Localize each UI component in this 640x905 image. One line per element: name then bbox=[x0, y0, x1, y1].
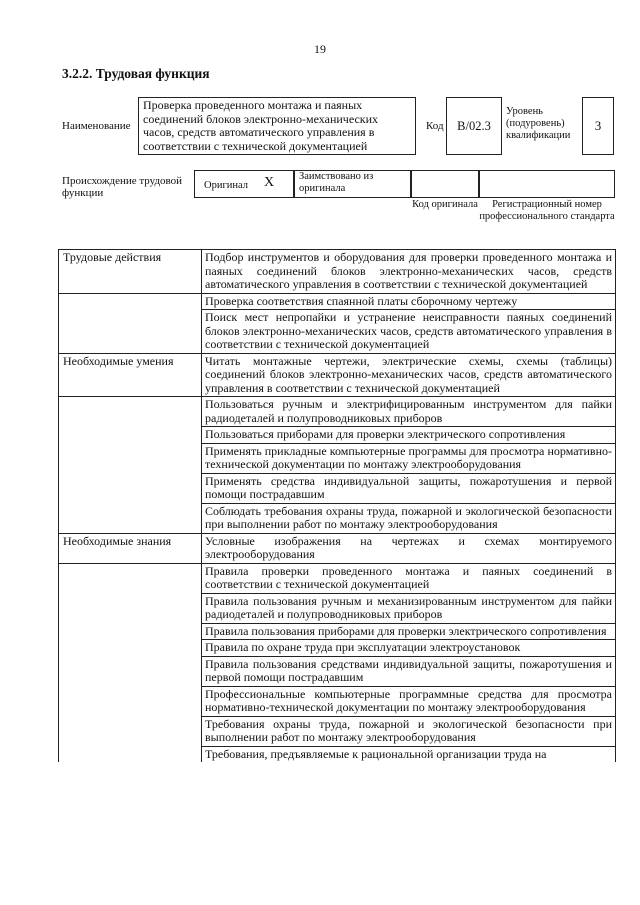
category-cell bbox=[59, 623, 202, 640]
category-cell bbox=[59, 716, 202, 746]
function-name-field: Проверка проведенного монтажа и паяных соединений блоков электронно-механических часов, средств автоматического управления в соответствии с технической документацией bbox=[138, 97, 416, 155]
table-row bbox=[59, 427, 616, 444]
table-row bbox=[59, 397, 616, 427]
category-cell bbox=[59, 686, 202, 716]
table-row bbox=[59, 353, 616, 397]
table-row bbox=[59, 563, 616, 593]
category-cell: Необходимые знания bbox=[59, 533, 202, 563]
requirement-cell: Условные изображения на чертежах и схемах монтируемого электрооборудования bbox=[202, 533, 616, 563]
qualification-level-label: Уровень (подуровень) квалификации bbox=[506, 106, 571, 141]
requirement-cell: Проверка соответствия спаянной платы сборочному чертежу bbox=[202, 293, 616, 310]
category-cell bbox=[59, 293, 202, 310]
table-row bbox=[59, 473, 616, 503]
category-cell: Необходимые умения bbox=[59, 353, 202, 397]
table-row bbox=[59, 250, 616, 294]
requirement-cell: Профессиональные компьютерные программные средства для просмотра нормативно-технической документации по монтажу электрооборудования bbox=[202, 686, 616, 716]
category-cell bbox=[59, 640, 202, 657]
original-mark: X bbox=[264, 175, 275, 190]
borrowed-label: Заимствовано из оригинала bbox=[299, 171, 374, 194]
table-row bbox=[59, 716, 616, 746]
requirement-cell: Правила пользования средствами индивидуальной защиты, пожаротушения и первой помощи пострадавшим bbox=[202, 656, 616, 686]
category-cell bbox=[59, 563, 202, 593]
requirement-cell: Пользоваться ручным и электрифицированным инструментом для пайки радиодеталей и полупроводниковых приборов bbox=[202, 397, 616, 427]
requirement-cell: Правила проверки проведенного монтажа и паяных соединений в соответствии с технической документацией bbox=[202, 563, 616, 593]
table-row bbox=[59, 640, 616, 657]
reg-number-cell bbox=[479, 170, 615, 198]
requirement-cell: Правила по охране труда при эксплуатации электроустановок bbox=[202, 640, 616, 657]
category-cell: Трудовые действия bbox=[59, 250, 202, 294]
requirement-cell: Применять средства индивидуальной защиты, пожаротушения и первой помощи пострадавшим bbox=[202, 473, 616, 503]
category-cell bbox=[59, 746, 202, 762]
requirement-cell: Пользоваться приборами для проверки электрического сопротивления bbox=[202, 427, 616, 444]
table-row bbox=[59, 293, 616, 310]
code-label: Код bbox=[426, 120, 444, 132]
requirement-cell: Правила пользования приборами для проверки электрического сопротивления bbox=[202, 623, 616, 640]
function-details-table bbox=[58, 249, 616, 762]
code-value-field: B/02.3 bbox=[446, 97, 502, 155]
table-row bbox=[59, 656, 616, 686]
requirement-cell: Правила пользования ручным и механизированным инструментом для пайки радиодеталей и полупроводниковых приборов bbox=[202, 593, 616, 623]
requirement-cell: Читать монтажные чертежи, электрические схемы, схемы (таблицы) соединений блоков электронно-механических часов, средств автоматического управления в соответствии с технической документацией bbox=[202, 353, 616, 397]
section-title: 3.2.2. Трудовая функция bbox=[62, 66, 210, 81]
table-row bbox=[59, 593, 616, 623]
code-original-label: Код оригинала bbox=[412, 199, 478, 210]
category-cell bbox=[59, 397, 202, 427]
table-row bbox=[59, 503, 616, 533]
requirement-cell: Требования охраны труда, пожарной и экологической безопасности при выполнении работ по монтажу электрооборудования bbox=[202, 716, 616, 746]
category-cell bbox=[59, 473, 202, 503]
table-row bbox=[59, 686, 616, 716]
requirement-cell: Поиск мест непропайки и устранение неисправности паяных соединений блоков электронно-механических часов, средств автоматического управления в соответствии с технической документацией bbox=[202, 310, 616, 354]
original-label: Оригинал bbox=[204, 180, 248, 191]
requirement-cell: Требования, предъявляемые к рациональной организации труда на bbox=[202, 746, 616, 762]
requirement-cell: Применять прикладные компьютерные программы для просмотра нормативно-технической документации по монтажу электрооборудования bbox=[202, 443, 616, 473]
requirement-cell: Соблюдать требования охраны труда, пожарной и экологической безопасности при выполнении работ по монтажу электрооборудования bbox=[202, 503, 616, 533]
table-row bbox=[59, 443, 616, 473]
page-number: 19 bbox=[314, 42, 326, 56]
table-row bbox=[59, 623, 616, 640]
category-cell bbox=[59, 427, 202, 444]
qualification-level-field: 3 bbox=[582, 97, 614, 155]
category-cell bbox=[59, 310, 202, 354]
table-row bbox=[59, 310, 616, 354]
table-row bbox=[59, 746, 616, 762]
category-cell bbox=[59, 443, 202, 473]
requirement-cell: Подбор инструментов и оборудования для проверки проведенного монтажа и паяных соединений блоков электронно-механических часов, средств автоматического управления в соответствии с технической документацией bbox=[202, 250, 616, 294]
table-row bbox=[59, 533, 616, 563]
name-label: Наименование bbox=[62, 120, 131, 132]
code-original-cell bbox=[411, 170, 479, 198]
origin-label: Происхождение трудовой функции bbox=[62, 175, 183, 199]
category-cell bbox=[59, 503, 202, 533]
reg-number-label: Регистрационный номер профессионального стандарта bbox=[479, 199, 615, 222]
category-cell bbox=[59, 593, 202, 623]
category-cell bbox=[59, 656, 202, 686]
